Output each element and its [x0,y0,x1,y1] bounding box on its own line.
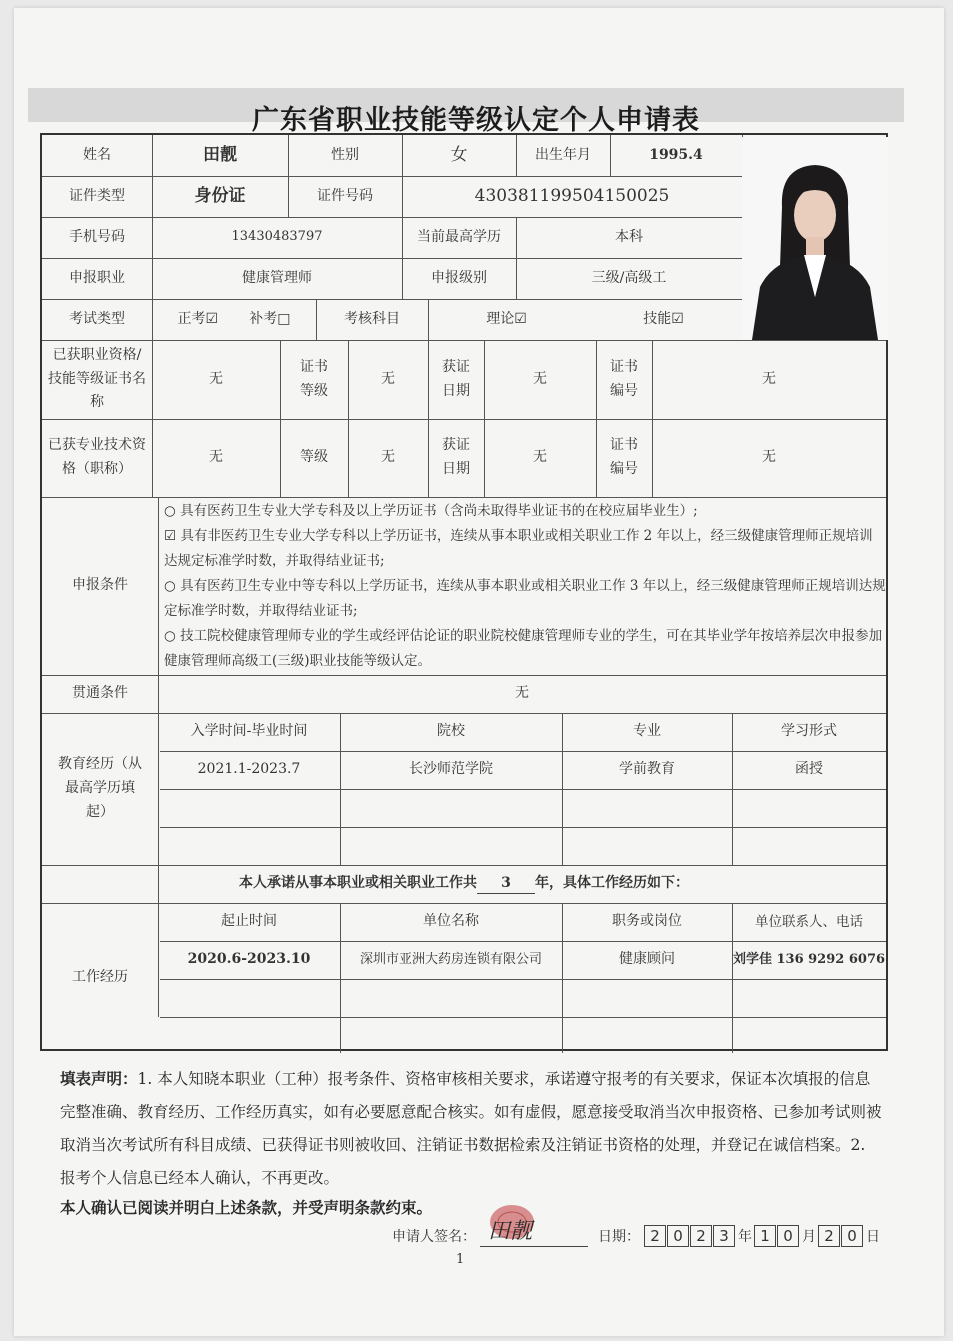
education-header-school: 院校 [437,723,465,740]
education-major: 学前教育 [619,761,675,778]
page-number: 1 [456,1252,465,1267]
cert-date-label: 获证日期 [442,358,470,399]
declaration-confirm: 本人确认已阅读并明白上述条款，并受声明条款约束。 [60,1198,433,1217]
exam-type-label: 考试类型 [69,310,125,327]
professional-date-label: 获证日期 [442,437,470,477]
signature-label: 申请人签名： [392,1228,476,1245]
subject-options [428,299,742,340]
level-value: 三级/高级工 [591,269,667,286]
exam-option-regular: 正考☑ [177,310,219,327]
education-level-value: 本科 [615,228,643,245]
education-mode: 函授 [795,761,823,778]
gender-value: 女 [450,145,468,166]
phone-value: 13430483797 [231,229,323,245]
declaration-text: 1. 本人知晓本职业（工种）报考条件、资格审核相关要求，承诺遵守报考的有关要求，保证本次填报的信息完整准确、教育经历、工作经历真实，如有必要愿意配合核实。如有虚假，愿意接受取消当次申报资格、已参加考试则被取消当次考试所有科目成绩、已获得证书则被收回、注销证书数据检索及注销证书资格的处理，并登记在诚信档案。2. 报考个人信息已经本人确认，不再更改。 [60,1070,882,1187]
application-form [40,133,888,1051]
condition-item: ○ 具有医药卫生专业大学专科及以上学历证书（含尚未取得毕业证书的在校应届毕业生）; [164,503,698,519]
cert-number-value: 无 [762,370,776,387]
education-header-period: 入学时间-毕业时间 [190,723,308,740]
exam-option-makeup: 补考□ [249,310,291,327]
applicant-photo [742,137,888,340]
form-title: 广东省职业技能等级认定个人申请表 [252,105,700,136]
date-digit-box: 2 [818,1225,840,1247]
gender-label: 性别 [331,146,359,163]
year-unit: 年 [738,1228,752,1245]
id-type-label: 证件类型 [69,187,125,204]
date-digit-box: 0 [841,1225,863,1247]
conditions-label: 申报条件 [72,577,128,594]
professional-title-name: 无 [209,449,223,466]
through-value: 无 [515,685,529,702]
level-label: 申报级别 [431,269,487,286]
date-digit-box: 0 [777,1225,799,1247]
date-field [644,1225,882,1247]
work-header-contact: 单位联系人、电话 [755,913,863,930]
phone-label: 手机号码 [69,228,125,245]
id-no-label: 证件号码 [317,187,373,204]
professional-number-value: 无 [762,449,776,466]
through-label: 贯通条件 [72,685,128,702]
date-digit-box: 2 [690,1225,712,1247]
education-period: 2021.1-2023.7 [197,761,301,778]
professional-number-label: 证书编号 [610,437,638,477]
id-type-value: 身份证 [194,186,246,207]
handwritten-signature: 田靓 [488,1219,533,1244]
declaration-lead: 填表声明： [60,1069,138,1088]
cert-grade-value: 无 [381,370,395,387]
signature-line [480,1219,588,1247]
birth-label: 出生年月 [535,146,591,163]
professional-title-label: 已获专业技术资格（职称） [48,437,146,477]
conditions-list [164,499,886,674]
professional-grade-value: 无 [381,449,395,466]
month-unit: 月 [802,1228,816,1245]
work-header-company: 单位名称 [423,913,479,930]
work-period: 2020.6-2023.10 [187,951,311,968]
date-digit-box: 2 [644,1225,666,1247]
professional-date-value: 无 [533,449,547,466]
signature-row [392,1219,882,1247]
subject-option-skill: 技能☑ [643,310,684,327]
work-position: 健康顾问 [619,951,675,968]
date-digit-box: 1 [754,1225,776,1247]
education-label: 教育经历（从最高学历填起） [58,756,142,820]
cert-grade-label: 证书等级 [300,358,328,399]
education-header-mode: 学习形式 [781,723,837,740]
professional-grade-label: 等级 [300,449,328,466]
education-header-major: 专业 [633,723,661,740]
condition-item: ○ 技工院校健康管理师专业的学生或经评估论证的职业院校健康管理师专业的学生，可在其毕业学年按培养层次申报参加健康管理师高级工(三级)职业技能等级认定。 [164,628,883,669]
name-label: 姓名 [83,146,111,163]
work-label: 工作经历 [72,969,128,986]
cert-date-value: 无 [533,370,547,387]
id-no-value: 430381199504150025 [474,186,670,207]
day-unit: 日 [866,1228,880,1245]
date-digit-box: 0 [667,1225,689,1247]
occupation-value: 健康管理师 [242,269,312,286]
subject-label: 考核科目 [344,310,400,327]
work-years: 3 [477,874,535,893]
date-label: 日期： [598,1228,640,1245]
work-promise: 本人承诺从事本职业或相关职业工作共 3 年，具体工作经历如下： [42,865,886,903]
exam-type-options [152,299,316,340]
cert-qualification-label: 已获职业资格/技能等级证书名称 [48,346,146,411]
condition-item-checked: ☑ 具有非医药卫生专业大学专科以上学历证书，连续从事本职业或相关职业工作 2 年以上，经三级健康管理师正规培训达规定标准学时数，并取得结业证书; [164,528,873,569]
cert-qualification-name: 无 [209,370,223,387]
subject-option-theory: 理论☑ [486,310,527,327]
cert-number-label: 证书编号 [610,358,638,399]
education-school: 长沙师范学院 [409,761,493,778]
occupation-label: 申报职业 [69,269,125,286]
work-contact: 刘学佳 136 9292 6076 [732,951,886,967]
work-header-period: 起止时间 [221,913,277,930]
birth-value: 1995.4 [649,146,703,163]
declaration [60,1062,882,1195]
condition-item: ○ 具有医药卫生专业中等专科以上学历证书，连续从事本职业或相关职业工作 3 年以上，经三级健康管理师正规培训达规定标准学时数，并取得结业证书; [164,578,886,619]
education-level-label: 当前最高学历 [417,228,501,245]
work-header-position: 职务或岗位 [612,913,682,930]
work-company: 深圳市亚洲大药房连锁有限公司 [359,951,542,967]
date-digit-box: 3 [713,1225,735,1247]
name-value: 田靓 [203,145,237,166]
